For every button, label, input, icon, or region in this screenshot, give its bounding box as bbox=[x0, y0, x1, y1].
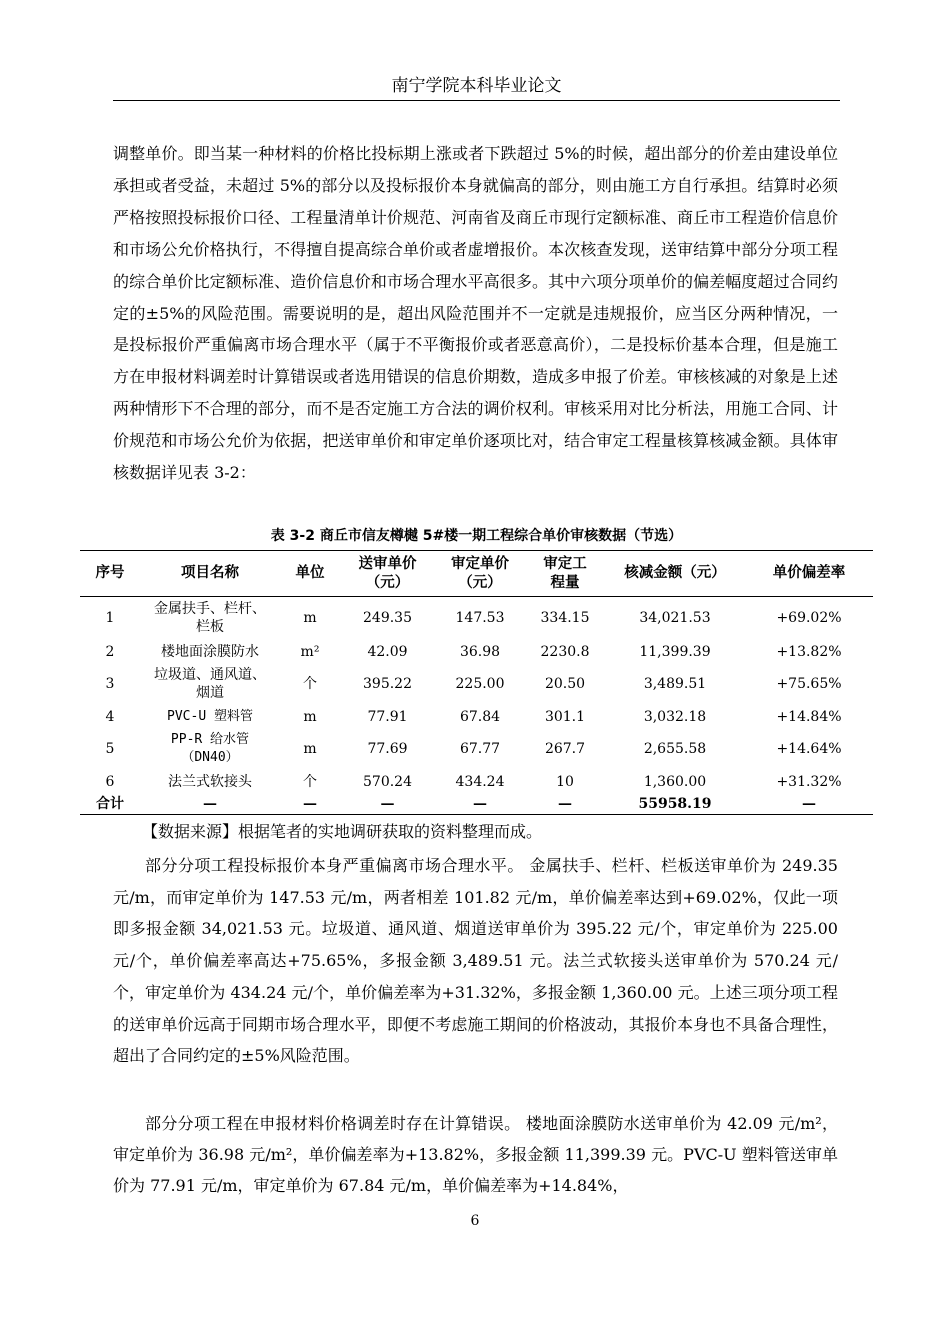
cell-name: PP-R 给水管 （DN40） bbox=[170, 732, 250, 765]
cell-no: 2 bbox=[105, 643, 115, 660]
cell-reduction: 3,489.51 bbox=[643, 676, 707, 692]
cell-deviation: +75.65% bbox=[776, 676, 842, 692]
cell-submitted: 249.35 bbox=[363, 610, 412, 626]
cell-deviation: +14.64% bbox=[776, 741, 842, 757]
cell-reduction: 2,655.58 bbox=[643, 741, 707, 757]
cell-name: 金属扶手、栏杆、 栏板 bbox=[154, 601, 266, 635]
total-name: — bbox=[140, 794, 280, 815]
cell-qty: 334.15 bbox=[540, 610, 590, 626]
table-header-row bbox=[80, 551, 873, 597]
total-submitted: — bbox=[340, 794, 435, 815]
total-deviation: — bbox=[745, 794, 873, 815]
cell-submitted: 570.24 bbox=[363, 773, 412, 790]
cell-approved: 67.77 bbox=[459, 741, 501, 757]
cell-name: 法兰式软接头 bbox=[168, 773, 252, 790]
header-qty: 审定工 程量 bbox=[525, 551, 605, 597]
cell-qty: 2230.8 bbox=[540, 643, 590, 660]
table-row bbox=[80, 704, 873, 729]
total-label: 合计 bbox=[80, 794, 140, 815]
cell-reduction: 3,032.18 bbox=[643, 708, 707, 725]
cell-unit: 个 bbox=[303, 676, 317, 692]
cell-deviation: +69.02% bbox=[776, 610, 842, 626]
cell-reduction: 11,399.39 bbox=[639, 643, 711, 660]
cell-deviation: +31.32% bbox=[776, 773, 842, 790]
cell-name: 垃圾道、通风道、 烟道 bbox=[154, 667, 266, 701]
cell-qty: 267.7 bbox=[544, 741, 586, 757]
cell-deviation: +14.84% bbox=[776, 708, 842, 725]
cell-qty: 10 bbox=[556, 773, 574, 790]
cell-unit: m² bbox=[300, 643, 320, 660]
cell-reduction: 1,360.00 bbox=[643, 773, 707, 790]
header-no: 序号 bbox=[80, 551, 140, 597]
cell-submitted: 42.09 bbox=[367, 643, 408, 660]
cell-approved: 434.24 bbox=[455, 773, 505, 790]
table-row bbox=[80, 597, 873, 640]
paragraph-1: 调整单价。即当某一种材料的价格比投标期上涨或者下跌超过 5%的时候，超出部分的价差由建设单位承担或者受益，未超过 5%的部分以及投标报价本身就偏高的部分，则由施工方自行承担。结算时必须严格按照投标报价口径、工程量清单计价规范、河南省及商丘市现行定额标准、商丘市工程造价信息价和市场公允价格执行，不得擅自提高综合单价或者虚增报价。本次核查发现，送审结算中部分分项工程的综合单价比定额标准、造价信息价和市场合理水平高很多。其中六项分项单价的偏差幅度超过合同约定的±5%的风险范围。需要说明的是，超出风险范围并不一定就是违规报价，应当区分两种情况，一是投标报价严重偏离市场合理水平（属于不平衡报价或者恶意高价），二是投标价基本合理，但是施工方在申报材料调差时计算错误或者选用错误的信息价期数，造成多申报了价差。审核核减的对象是上述两种情形下不合理的部分，而不是否定施工方合法的调价权利。审核采用对比分析法，用施工合同、计价规范和市场公允价为依据，把送审单价和审定单价逐项比对，结合审定工程量核算核减金额。具体审核数据详见表 3-2： bbox=[113, 144, 838, 483]
cell-qty: 20.50 bbox=[544, 676, 586, 692]
total-unit: — bbox=[280, 794, 340, 815]
header-approved: 审定单价 （元） bbox=[435, 551, 525, 597]
header-submitted: 送审单价 （元） bbox=[340, 551, 435, 597]
total-reduction: 55958.19 bbox=[605, 794, 745, 815]
paragraph-3: 部分分项工程在申报材料价格调差时存在计算错误。 楼地面涂膜防水送审单价为 42.09 元/m²，审定单价为 36.98 元/m²，单价偏差率为+13.82%，多报金额 11,399.39 元。PVC-U 塑料管送审单价为 77.91 元/m，审定单价为 67.84 元/m，单价偏差率为+14.84%， bbox=[113, 1114, 838, 1195]
cell-no: 6 bbox=[105, 773, 115, 790]
cell-submitted: 77.91 bbox=[367, 708, 408, 725]
cell-approved: 147.53 bbox=[455, 610, 505, 626]
cell-reduction: 34,021.53 bbox=[639, 610, 711, 626]
paragraph-2: 部分分项工程投标报价本身严重偏离市场合理水平。 金属扶手、栏杆、栏板送审单价为 249.35 元/m，而审定单价为 147.53 元/m，两者相差 101.82 元/m，单价偏差率达到+69.02%，仅此一项即多报金额 34,021.53 元。垃圾道、通风道、烟道送审单价为 395.22 元/个，审定单价为 225.00 元/个，单价偏差率高达+75.65%，多报金额 3,489.51 元。法兰式软接头送审单价为 570.24 元/个，审定单价为 434.24 元/个，单价偏差率为+31.32%，多报金额 1,360.00 元。上述三项分项工程的送审单价远高于同期市场合理水平，即便不考虑施工期间的价格波动，其报价本身也不具备合理性，超出了合同约定的±5%风险范围。 bbox=[113, 856, 838, 1066]
cell-submitted: 395.22 bbox=[363, 676, 412, 692]
data-source-note: 【数据来源】根据笔者的实地调研获取的资料整理而成。 bbox=[142, 822, 543, 841]
table-caption: 表 3-2 商丘市信友樽樾 5#楼一期工程综合单价审核数据（节选） bbox=[270, 528, 683, 544]
cell-unit: m bbox=[303, 610, 317, 626]
total-approved: — bbox=[435, 794, 525, 815]
header-name: 项目名称 bbox=[140, 551, 280, 597]
cell-approved: 225.00 bbox=[455, 676, 505, 692]
header-reduction: 核减金额（元） bbox=[605, 551, 745, 597]
cell-approved: 36.98 bbox=[459, 643, 501, 660]
table-row bbox=[80, 664, 873, 704]
table-total-row bbox=[80, 794, 873, 815]
cell-name: PVC-U 塑料管 bbox=[167, 708, 253, 724]
cell-no: 5 bbox=[105, 741, 115, 757]
cell-no: 1 bbox=[105, 610, 115, 626]
cell-no: 4 bbox=[105, 708, 115, 725]
cell-qty: 301.1 bbox=[544, 708, 586, 725]
cell-unit: m bbox=[303, 708, 317, 725]
cell-deviation: +13.82% bbox=[776, 643, 842, 660]
table-row bbox=[80, 639, 873, 664]
cell-no: 3 bbox=[105, 676, 115, 692]
cell-unit: 个 bbox=[303, 773, 317, 790]
cell-unit: m bbox=[303, 741, 317, 757]
header-deviation: 单价偏差率 bbox=[745, 551, 873, 597]
header-unit: 单位 bbox=[280, 551, 340, 597]
audit-table bbox=[80, 550, 873, 815]
table-row bbox=[80, 729, 873, 769]
table-row bbox=[80, 769, 873, 794]
page-number: 6 bbox=[470, 1213, 480, 1229]
cell-submitted: 77.69 bbox=[367, 741, 408, 757]
cell-approved: 67.84 bbox=[459, 708, 501, 725]
page-header: 南宁学院本科毕业论文 bbox=[391, 76, 562, 96]
header-rule bbox=[113, 100, 840, 101]
cell-name: 楼地面涂膜防水 bbox=[161, 643, 259, 660]
total-qty: — bbox=[525, 794, 605, 815]
